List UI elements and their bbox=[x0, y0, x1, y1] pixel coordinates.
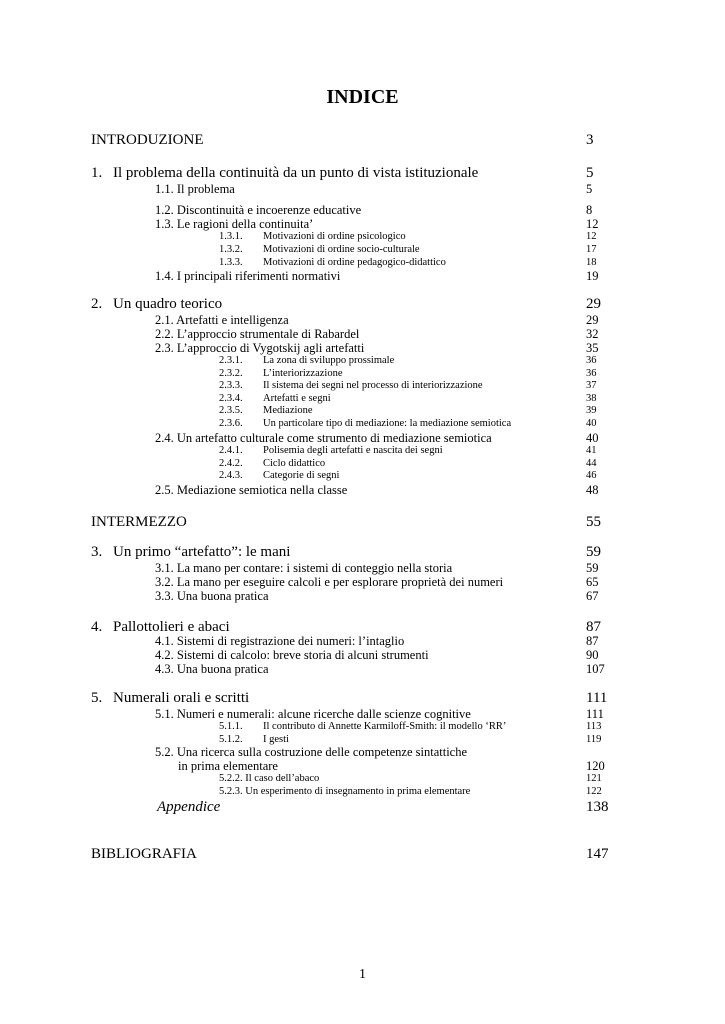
toc-entry-page: 38 bbox=[586, 393, 597, 404]
toc-entry-page: 120 bbox=[586, 759, 605, 773]
page-number: 1 bbox=[359, 967, 366, 982]
toc-entry-title: INTERMEZZO bbox=[91, 514, 187, 530]
toc-entry-title: 5.2.2. Il caso dell’abaco bbox=[219, 773, 320, 784]
toc-entry-title: Motivazioni di ordine pedagogico-didattico bbox=[263, 257, 446, 268]
toc-entry-number: 2. bbox=[91, 296, 103, 312]
toc-entry-page: 122 bbox=[586, 786, 602, 797]
toc-entry-title: 1.3. Le ragioni della continuita’ bbox=[155, 217, 314, 231]
toc-entry-title: 3.3. Una buona pratica bbox=[155, 589, 269, 603]
toc-entry-title: Il sistema dei segni nel processo di interiorizzazione bbox=[263, 380, 483, 391]
toc-entry-page: 107 bbox=[586, 662, 605, 676]
toc-entry-title: La zona di sviluppo prossimale bbox=[263, 355, 395, 366]
toc-entry-page: 147 bbox=[586, 846, 609, 862]
toc-entry-number: 4. bbox=[91, 619, 103, 635]
toc-entry-number: 2.4.2. bbox=[219, 458, 243, 469]
toc-entry-title: 5.2.3. Un esperimento di insegnamento in prima elementare bbox=[219, 786, 471, 797]
toc-entry-title: INTRODUZIONE bbox=[91, 132, 204, 148]
toc-entry-page: 40 bbox=[586, 431, 599, 445]
toc-entry-page: 5 bbox=[586, 165, 594, 181]
toc-entry-page: 111 bbox=[586, 690, 608, 706]
toc-entry-page: 19 bbox=[586, 269, 599, 283]
toc-entry-page: 36 bbox=[586, 368, 597, 379]
toc-entry-title: Un primo “artefatto”: le mani bbox=[113, 544, 291, 560]
toc-entry-number: 2.4.3. bbox=[219, 470, 243, 481]
toc-entry-page: 90 bbox=[586, 648, 599, 662]
toc-entry-page: 138 bbox=[586, 799, 609, 815]
toc-entry-page: 12 bbox=[586, 217, 599, 231]
toc-entry-number: 2.3.6. bbox=[219, 418, 243, 429]
toc-entry-page: 65 bbox=[586, 575, 599, 589]
toc-entry-page: 67 bbox=[586, 589, 599, 603]
toc-entry-title: Polisemia degli artefatti e nascita dei segni bbox=[263, 445, 443, 456]
toc-entry-page: 41 bbox=[586, 445, 597, 456]
toc-entry-title: 2.1. Artefatti e intelligenza bbox=[155, 313, 289, 327]
toc-entry-page: 37 bbox=[586, 380, 597, 391]
toc-entry-title: 1.4. I principali riferimenti normativi bbox=[155, 269, 341, 283]
toc-entry-title: Artefatti e segni bbox=[263, 393, 331, 404]
toc-entry-title: Il problema della continuità da un punto di vista istituzionale bbox=[113, 165, 479, 181]
toc-entry-title: 5.2. Una ricerca sulla costruzione delle competenze sintattiche bbox=[155, 745, 468, 759]
toc-entry-title: 4.3. Una buona pratica bbox=[155, 662, 269, 676]
toc-entry-title: Motivazioni di ordine psicologico bbox=[263, 231, 406, 242]
toc-entry-page: 59 bbox=[586, 561, 599, 575]
toc-entry-number: 1.3.3. bbox=[219, 257, 243, 268]
toc-entry-title: 2.3. L’approccio di Vygotskij agli artefatti bbox=[155, 341, 365, 355]
toc-entry-page: 29 bbox=[586, 296, 601, 312]
toc-entry-number: 1.3.1. bbox=[219, 231, 243, 242]
toc-entry-title: Ciclo didattico bbox=[263, 458, 326, 469]
toc-entry-number: 2.3.1. bbox=[219, 355, 243, 366]
toc-entry-page: 87 bbox=[586, 634, 599, 648]
toc-entry-number: 2.4.1. bbox=[219, 445, 243, 456]
toc-entry-title: 4.2. Sistemi di calcolo: breve storia di alcuni strumenti bbox=[155, 648, 429, 662]
toc-entry-title: BIBLIOGRAFIA bbox=[91, 846, 197, 862]
toc-entry-title: 1.1. Il problema bbox=[155, 182, 235, 196]
toc-entry-title: Un particolare tipo di mediazione: la mediazione semiotica bbox=[263, 418, 512, 429]
toc-entry-page: 17 bbox=[586, 244, 597, 255]
toc-entry-title: in prima elementare bbox=[178, 759, 278, 773]
toc-entry-number: 3. bbox=[91, 544, 103, 560]
toc-entry-page: 3 bbox=[586, 132, 594, 148]
toc-entry-title: Mediazione bbox=[263, 405, 313, 416]
toc-entry-title: 2.4. Un artefatto culturale come strumento di mediazione semiotica bbox=[155, 431, 492, 445]
toc-entry-title: Motivazioni di ordine socio-culturale bbox=[263, 244, 420, 255]
toc-entry-number: 5.1.1. bbox=[219, 721, 243, 732]
toc-entry-page: 119 bbox=[586, 734, 602, 745]
toc-entry-page: 32 bbox=[586, 327, 599, 341]
toc-entry-title: Pallottolieri e abaci bbox=[113, 619, 230, 635]
toc-entry-number: 5.1.2. bbox=[219, 734, 243, 745]
toc-entry-number: 2.3.2. bbox=[219, 368, 243, 379]
toc-entry-number: 2.3.5. bbox=[219, 405, 243, 416]
toc-entry-title: 1.2. Discontinuità e incoerenze educative bbox=[155, 203, 362, 217]
toc-entry-title: Appendice bbox=[157, 799, 221, 815]
toc-entry-page: 40 bbox=[586, 418, 597, 429]
toc-entry-title: 3.1. La mano per contare: i sistemi di conteggio nella storia bbox=[155, 561, 453, 575]
toc-entry-page: 5 bbox=[586, 182, 593, 196]
toc-entry-title: Categorie di segni bbox=[263, 470, 340, 481]
toc-entry-title: L’interiorizzazione bbox=[263, 368, 343, 379]
toc-entry-page: 44 bbox=[586, 458, 597, 469]
toc-entry-page: 113 bbox=[586, 721, 602, 732]
toc-entry-page: 55 bbox=[586, 514, 601, 530]
toc-entry-page: 121 bbox=[586, 773, 602, 784]
toc-entry-title: 4.1. Sistemi di registrazione dei numeri: l’intaglio bbox=[155, 634, 405, 648]
toc-entry-page: 59 bbox=[586, 544, 601, 560]
toc-entry-number: 1.3.2. bbox=[219, 244, 243, 255]
toc-entry-number: 2.3.3. bbox=[219, 380, 243, 391]
toc-entry-title: 2.2. L’approccio strumentale di Rabardel bbox=[155, 327, 360, 341]
toc-entry-number: 5. bbox=[91, 690, 103, 706]
toc-entry-title: Un quadro teorico bbox=[113, 296, 223, 312]
toc-entry-page: 39 bbox=[586, 405, 597, 416]
toc-entry-number: 2.3.4. bbox=[219, 393, 243, 404]
toc-entry-title: Il contributo di Annette Karmiloff-Smith: il modello ‘RR’ bbox=[263, 721, 507, 732]
toc-entry-page: 48 bbox=[586, 483, 599, 497]
toc-entry-page: 12 bbox=[586, 231, 597, 242]
toc-entry-page: 46 bbox=[586, 470, 597, 481]
toc-entry-page: 35 bbox=[586, 341, 599, 355]
toc-entry-title: 2.5. Mediazione semiotica nella classe bbox=[155, 483, 348, 497]
toc-entry-page: 36 bbox=[586, 355, 597, 366]
toc-entry-title: 5.1. Numeri e numerali: alcune ricerche dalle scienze cognitive bbox=[155, 707, 471, 721]
toc-entry-title: 3.2. La mano per eseguire calcoli e per esplorare proprietà dei numeri bbox=[155, 575, 504, 589]
toc-entry-page: 87 bbox=[586, 619, 601, 635]
toc-entry-page: 8 bbox=[586, 203, 593, 217]
toc-title: INDICE bbox=[326, 86, 399, 108]
toc-entry-number: 1. bbox=[91, 165, 103, 181]
toc-entry-title: Numerali orali e scritti bbox=[113, 690, 250, 706]
toc-entry-page: 29 bbox=[586, 313, 599, 327]
toc-entry-title: I gesti bbox=[263, 734, 289, 745]
toc-entry-page: 18 bbox=[586, 257, 597, 268]
toc-entry-page: 111 bbox=[586, 707, 604, 721]
